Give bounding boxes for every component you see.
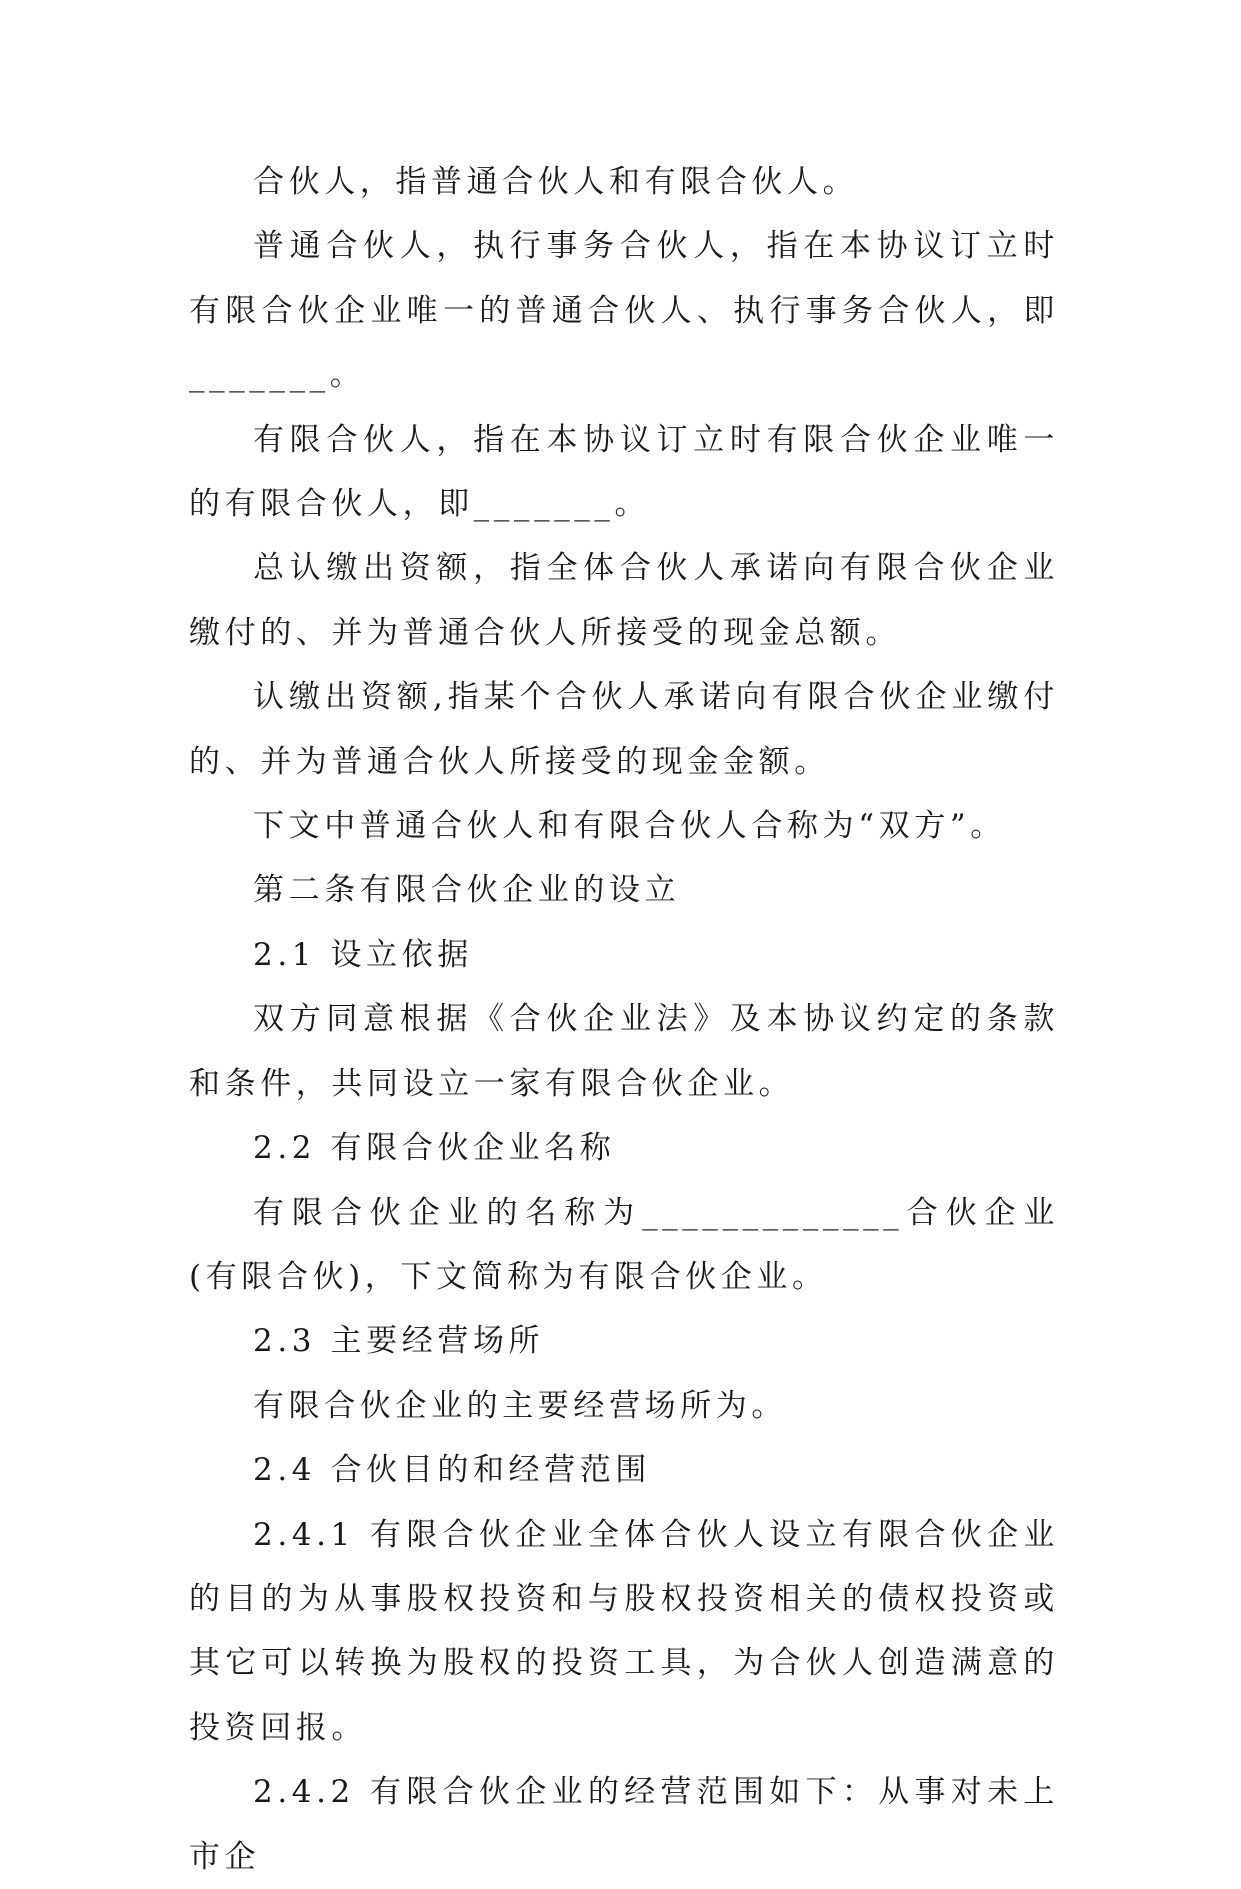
paragraph-2-1: 双方同意根据《合伙企业法》及本协议约定的条款和条件，共同设立一家有限合伙企业。 [189,1001,1059,1102]
paragraph-both-parties: 下文中普通合伙人和有限合伙人合称为“双方”。 [253,808,1006,845]
paragraph-total-subscribed-capital: 总认缴出资额，指全体合伙人承诺向有限合伙企业缴付的、并为普通合伙人所接受的现金总额。 [189,550,1059,651]
heading-2-4: 2.4 合伙目的和经营范围 [253,1452,651,1489]
paragraph-limited-partner: 有限合伙人，指在本协议订立时有限合伙企业唯一的有限合伙人，即_______。 [189,421,1059,523]
paragraph-partner-definition: 合伙人，指普通合伙人和有限合伙人。 [253,164,859,200]
document-body [189,150,1059,1889]
heading-2-1: 2.1 设立依据 [253,936,473,973]
paragraph-2-2: 有限合伙企业的名称为_____________合伙企业(有限合伙)，下文简称为有限合伙企业。 [189,1194,1059,1295]
paragraph-2-4-1: 2.4.1 有限合伙企业全体合伙人设立有限合伙企业的目的为从事股权投资和与股权投资相关的债权投资或其它可以转换为股权的投资工具，为合伙人创造满意的投资回报。 [189,1516,1059,1746]
paragraph-2-3: 有限合伙企业的主要经营场所为。 [253,1387,787,1424]
heading-2-3: 2.3 主要经营场所 [253,1323,545,1360]
paragraph-general-partner: 普通合伙人，执行事务合伙人，指在本协议订立时有限合伙企业唯一的普通合伙人、执行事务合伙人，即_______。 [189,228,1059,394]
paragraph-subscribed-capital: 认缴出资额,指某个合伙人承诺向有限合伙企业缴付的、并为普通合伙人所接受的现金金额。 [189,679,1059,780]
heading-2-2: 2.2 有限合伙企业名称 [253,1130,616,1167]
heading-article-two: 第二条有限合伙企业的设立 [253,872,681,909]
paragraph-2-4-2: 2.4.2 有限合伙企业的经营范围如下：从事对未上市企 [189,1774,1059,1875]
